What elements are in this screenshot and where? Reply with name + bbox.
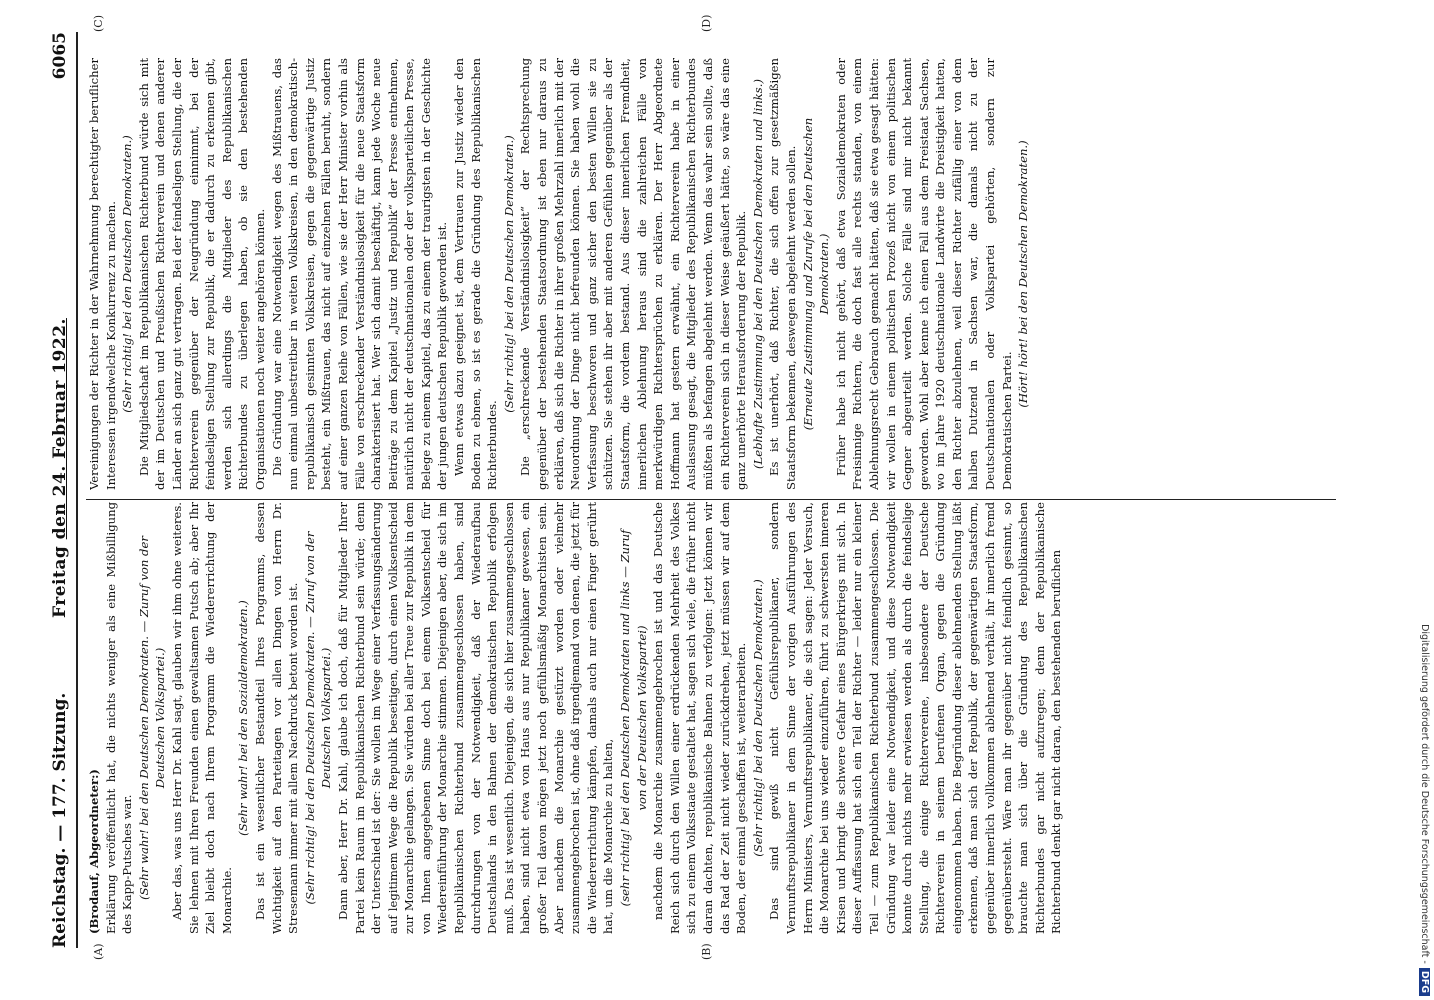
paragraph-text: (Sehr richtig! bei den Deutschen Demokraten.) <box>120 135 135 413</box>
page-header <box>50 32 74 948</box>
paragraph-text: Vereinigungen der Richter in der Wahrnehmung berechtigter beruflicher Interessen irgendwelche Konkurrenz zu machen. <box>87 58 118 490</box>
header-title: Reichstag. — 177. Sitzung. <box>50 692 70 948</box>
paragraph-text: Aber das, was uns Herr Dr. Kahl sagt, glauben wir ihm ohne weiteres. Sie lehnen mit Ihren Freunden einen gewaltsamen Putsch ab; aber Ihr Ziel bleibt doch nach Ihrem Programm die Wiedererrichtung der Monarchie. <box>169 502 234 934</box>
paragraph-text: Die Gründung war eine Notwendigkeit wegen des Mißtrauens, das nun einmal unbestreitbar in weiten Volkskreisen, in den demokratisch-republikanisch gesinnten Volkskreisen, gegen die gegenwärtige Justiz besteht, ein Mißtrauen, das nicht auf einzelnen Fällen beruht, sondern auf einer ganzen Reihe von Fällen, wie sie der Herr Minister vorhin als Fälle von erschreckender Verständnislosigkeit für die neue Staatsform charakterisiert hat. Wer sich damit beschäftigt, kann jede Woche neue Beiträge zu dem Kapitel „Justiz und Republik“ der Presse entnehmen, natürlich nicht der deutschnationalen oder der volksparteilichen Presse, Belege zu einem Kapitel, das zu einem der traurigsten in der Geschichte der jungen deutschen Republik geworden ist. <box>269 58 450 490</box>
interjection <box>750 502 767 934</box>
digitization-sidebar <box>1416 6 1430 996</box>
paragraph <box>833 58 1016 490</box>
interjection <box>136 502 169 934</box>
digitization-text: Digitalisierung gefördert durch die Deutsche Forschungsgemeinschaft - <box>1419 624 1430 964</box>
left-text-column <box>86 502 1336 934</box>
paragraph-text: Die Mitgliedschaft im Republikanischen Richterbund würde sich mit der im Deutschen und Preußischen Richterverein und denen anderer Länder an sich ganz gut vertragen. Bei der feindseligen Stellung, die der Richterverein gegenüber der Neugründung einnimmt, bei der feindseligen Stellung zur Republik, die er dadurch zu erkennen gibt, werden sich allerdings die Mitglieder des Republikanischen Richterbundes zu überlegen haben, ob sie den bestehenden Organisationen noch weiter angehören können. <box>136 58 267 490</box>
paragraph <box>517 58 749 490</box>
paragraph <box>169 502 235 934</box>
header-date-line <box>50 318 70 618</box>
margin-letter-a: (A) <box>92 943 105 960</box>
margin-letter-b: (B) <box>700 943 713 960</box>
paragraph-text: Dann aber, Herr Dr. Kahl, glaube ich doch, daß für Mitglieder Ihrer Partei kein Raum im Republikanischen Richterbund sein würde; denn der Unterschied ist der: Sie wollen im Wege einer Verfassungsänderung auf legitimem Wege die Republik beseitigen, durch einen Volksentscheid zur Monarchie gelangen. Sie würden bei aller Treue zur Republik in dem von Ihnen angegebenen Sinne doch bei einem Volksentscheid für Wiedereinführung der Monarchie stimmen. Diejenigen aber, die sich im Republikanischen Richterbund zusammengeschlossen haben, sind durchdrungen von der Notwendigkeit, daß der Wiederaufbau Deutschlands in den Bahnen der demokratischen Republik erfolgen muß. Das ist wesentlich. Diejenigen, die sich hier zusammengeschlossen haben, sind nicht etwa von Haus aus nur Republikaner gewesen, ein großer Teil davon mögen jetzt noch gefühlsmäßig Monarchisten sein. Aber nachdem die Monarchie gestürzt worden oder vielmehr zusammengebrochen ist, ohne daß irgendjemand von denen, die jetzt für die Wiedererrichtung kämpfen, damals auch nur einen Finger gerührt hat, um die Monarchie zu halten, <box>335 502 616 934</box>
right-text-column <box>86 58 1336 490</box>
interjection <box>235 502 252 934</box>
paragraph <box>103 502 136 934</box>
page-number: 6065 <box>50 32 70 80</box>
paragraph-text: (Sehr wahr! bei den Sozialdemokraten.) <box>236 600 251 836</box>
paragraph-text: nachdem die Monarchie zusammengebrochen ist und das Deutsche Reich sich durch den Willen einer erdrückenden Mehrheit des Volkes sich zu einem Volksstaate gestaltet hat, sagen sich viele, die früher nicht daran dachten, republikanische Bahnen zu verfolgen: Jetzt können wir das Rad der Zeit nicht wieder zurückdrehen, jetzt müssen wir auf dem Boden, der einmal geschaffen ist, weiterarbeiten. <box>651 502 749 934</box>
margin-letter-d: (D) <box>700 14 713 32</box>
margin-letter-c: (C) <box>92 15 105 32</box>
paragraph-text: (sehr richtig! bei den Deutschen Demokraten und links — Zuruf von der Deutschen Volkspartei) <box>618 529 649 907</box>
interjection <box>750 58 767 490</box>
paragraph <box>335 502 617 934</box>
header-date: den 24. Februar 1922. <box>50 318 70 540</box>
interjection <box>800 58 833 490</box>
paragraph <box>252 502 302 934</box>
interjection <box>501 58 518 490</box>
paragraph-text: (Sehr wahr! bei den Deutschen Demokraten. — Zuruf von der Deutschen Volkspartei.) <box>136 536 168 900</box>
paragraph <box>766 58 799 490</box>
paragraph-text: Wenn etwas dazu geeignet ist, dem Vertrauen zur Justiz wieder den Boden zu ebnen, so ist es gerade die Gründung des Republikanischen Richterbundes. <box>452 58 500 490</box>
paragraph-text: Früher habe ich nicht gehört, daß etwa Sozialdemokraten oder Freisinnige Richtern, die doch fast alle rechts standen, von einem Ablehnungsrecht Gebrauch gemacht hätten, daß sie etwa gesagt hätten: wir wollen in einem politischen Prozeß nicht von einem politischen Gegner abgeurteilt werden. Solche Fälle sind mir nicht bekannt geworden. Wohl aber kenne ich einen Fall aus dem Freistaat Sachsen, wo im Jahre 1920 deutschnationale Landwirte die Dreistigkeit hatten, den Richter abzulehnen, weil dieser Richter zufällig einer von dem halben Dutzend in Sachsen war, die damals nicht zu der Deutschnationalen oder Volkspartei gehörten, sondern zur Demokratischen Partei. <box>833 58 1014 490</box>
interjection <box>119 58 136 490</box>
paragraph-text: Erklärung veröffentlicht hat, die nichts weniger als eine Mißbilligung des Kapp-Putsches war. <box>103 502 135 934</box>
interjection <box>1015 58 1032 490</box>
paragraph-text: (Sehr richtig! bei den Deutschen Demokraten.) <box>750 579 765 857</box>
paragraph-text: Das sind gewiß nicht Gefühlsrepublikaner, sondern Vernunftsrepublikaner in dem Sinne der vorigen Ausführungen des Herrn Ministers, Vernunftsrepublikaner, die sich sagen: Jeder Versuch, die Monarchie bei uns wieder einzuführen, führt zu schwersten inneren Krisen und bringt die schwere Gefahr eines Bürgerkriegs mit sich. In dieser Auffassung hat sich ein Teil der Richter — leider nur ein kleiner Teil — zum Republikanischen Richterbund zusammengeschlossen. Die Gründung war leider eine Notwendigkeit, und diese Notwendigkeit konnte durch nichts mehr erwiesen werden als durch die feindselige Stellung, die einige Richtervereine, insbesondere der Deutsche Richterverein in seinem berufenen Organ, gegen die Gründung eingenommen haben. Die Begründung dieser ablehnenden Stellung läßt erkennen, daß man sich der Republik, der gegenwärtigen Staatsform, gegenüber innerlich vollkommen ablehnend verhält, ihr innerlich fremd gegenübersteht. Wäre man ihr gegenüber nicht feindlich gesinnt, so brauchte man sich über die Gründung des Republikanischen Richterbundes gar nicht aufzuregen; denn der Republikanische Richterbund denkt gar nicht daran, den bestehenden beruflichen <box>767 502 1064 934</box>
paragraph-text: (Hört! hört! bei den Deutschen Demokraten.) <box>1016 140 1031 408</box>
column-divider <box>86 499 1336 500</box>
paragraph-text: Die „erschreckende Verständnislosigkeit“ der Rechtsprechung gegenüber der bestehenden Staatsordnung ist eben nur daraus zu erklären, daß sich die Richter in ihrer großen Mehrzahl innerlich mit der Neuordnung der Dinge nicht befreunden können. Sie haben wohl die Verfassung beschworen und ganz sicher den besten Willen sie zu schützen. Sie stehen ihr aber mit anderen Gefühlen gegenüber als der Staatsform, die vordem bestand. Aus dieser innerlichen Fremdheit, innerlichen Ablehnung heraus sind die zahlreichen Fälle von merkwürdigen Richtersprüchen zu erklären. Der Herr Abgeordnete Hoffmann hat gestern erwähnt, ein Richterverein habe in einer Auslassung gesagt, die Mitglieder des Republikanischen Richterbundes müßten als befangen abgelehnt werden. Wenn das wahr sein sollte, daß ein Richterverein sich in dieser Weise geäußert hätte, so wäre das eine ganz unerhörte Herausforderung der Republik. <box>518 58 749 490</box>
header-date-prefix: Freitag <box>50 539 70 618</box>
paragraph <box>86 58 119 490</box>
paragraph-text: (Sehr richtig! bei den Deutschen Demokraten.) <box>501 135 516 413</box>
paragraph <box>650 502 750 934</box>
header-rule <box>76 32 78 948</box>
paragraph <box>766 502 1065 934</box>
paragraph-text: (Sehr richtig! bei den Deutschen Demokraten. — Zuruf von der Deutschen Volkspartei.) <box>302 531 334 905</box>
interjection <box>617 502 650 934</box>
paragraph-text: (Erneute Zustimmung und Zurufe bei den Deutschen Demokraten.) <box>800 117 832 431</box>
digitization-note <box>1419 6 1430 996</box>
interjection <box>302 502 335 934</box>
paragraph <box>86 502 103 934</box>
paragraph-text: (Lebhafte Zustimmung bei den Deutschen Demokraten und links.) <box>750 79 765 469</box>
paragraph <box>451 58 501 490</box>
paragraph-text: Es ist unerhört, daß Richter, die sich offen zur gesetzmäßigen Staatsform bekennen, deswegen abgelehnt werden sollen. <box>767 58 798 490</box>
paragraph <box>136 58 269 490</box>
dfg-logo[interactable]: DFG <box>1419 968 1430 996</box>
paragraph <box>269 58 452 490</box>
paragraph-text: Das ist ein wesentlicher Bestandteil Ihres Programms, dessen Wichtigkeit auf den Parteitagen vor allen Dingen von Herrn Dr. Stresemann immer mit allem Nachdruck betont worden ist. <box>252 502 301 934</box>
speaker-name: (Brodauf, Abgeordneter:) <box>87 769 101 934</box>
